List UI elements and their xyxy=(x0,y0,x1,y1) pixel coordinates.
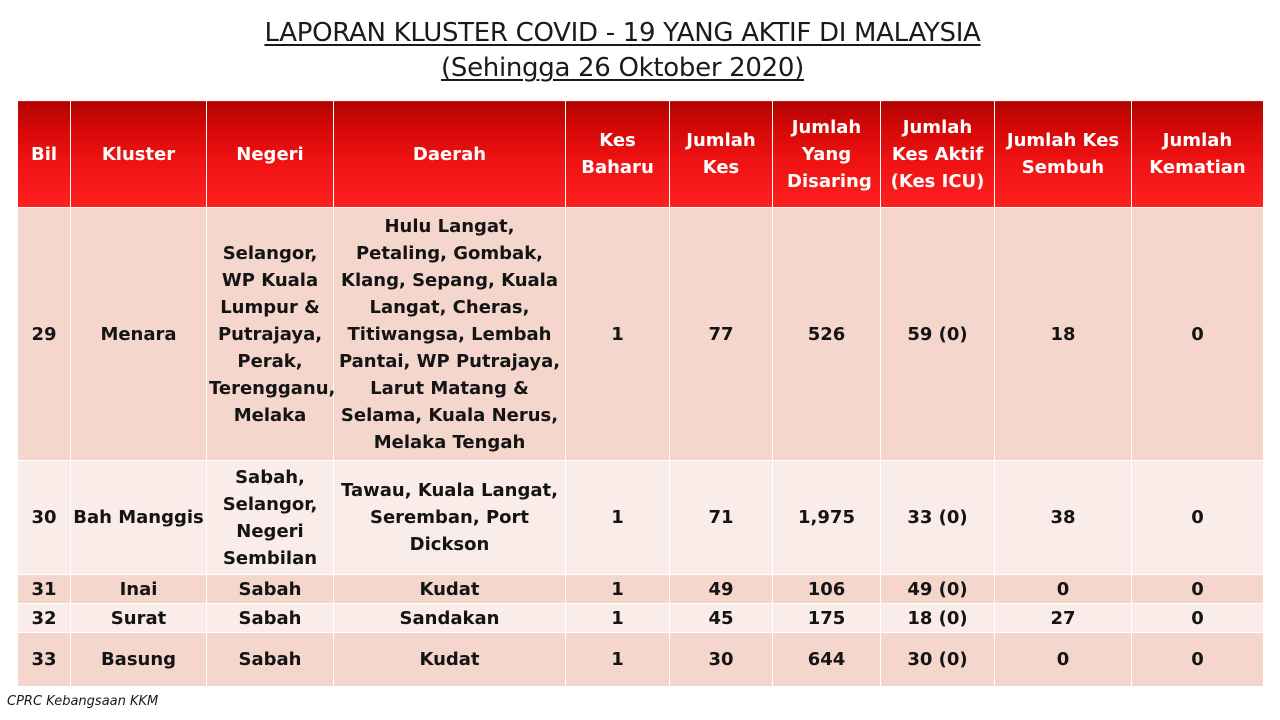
column-header: Kes Baharu xyxy=(566,101,670,208)
table-row xyxy=(18,575,1264,604)
column-header: Daerah xyxy=(334,101,566,208)
cell-kes-baharu: 1 xyxy=(566,575,670,604)
column-header: Jumlah Kes Aktif (Kes ICU) xyxy=(881,101,995,208)
cell-negeri: Sabah, Selangor, Negeri Sembilan xyxy=(207,461,334,575)
cell-negeri: Sabah xyxy=(207,633,334,687)
cell-kes-aktif: 33 (0) xyxy=(881,461,995,575)
cell-kematian: 0 xyxy=(1132,633,1264,687)
column-header: Kluster xyxy=(71,101,207,208)
cell-kes-sembuh: 38 xyxy=(995,461,1132,575)
cell-jumlah-kes: 77 xyxy=(670,208,773,461)
cell-jumlah-disaring: 175 xyxy=(773,604,881,633)
cell-kes-aktif: 18 (0) xyxy=(881,604,995,633)
table-row xyxy=(18,208,1264,461)
cell-jumlah-disaring: 106 xyxy=(773,575,881,604)
cell-daerah: Tawau, Kuala Langat, Seremban, Port Dickson xyxy=(334,461,566,575)
cell-kluster: Menara xyxy=(71,208,207,461)
cell-kes-aktif: 59 (0) xyxy=(881,208,995,461)
cell-daerah: Kudat xyxy=(334,633,566,687)
cell-negeri: Sabah xyxy=(207,575,334,604)
cell-jumlah-kes: 49 xyxy=(670,575,773,604)
cell-kes-aktif: 49 (0) xyxy=(881,575,995,604)
column-header: Jumlah Kematian xyxy=(1132,101,1264,208)
cell-kes-sembuh: 0 xyxy=(995,633,1132,687)
cell-kluster: Bah Manggis xyxy=(71,461,207,575)
cell-kes-baharu: 1 xyxy=(566,604,670,633)
column-header: Jumlah Kes xyxy=(670,101,773,208)
cell-kes-sembuh: 0 xyxy=(995,575,1132,604)
cell-bil: 32 xyxy=(18,604,71,633)
cell-kes-baharu: 1 xyxy=(566,208,670,461)
cell-daerah: Hulu Langat, Petaling, Gombak, Klang, Sepang, Kuala Langat, Cheras, Titiwangsa, Lembah Pantai, WP Putrajaya, Larut Matang & Selama, Kuala Nerus, Melaka Tengah xyxy=(334,208,566,461)
cell-daerah: Kudat xyxy=(334,575,566,604)
cell-bil: 29 xyxy=(18,208,71,461)
table-header-row xyxy=(18,101,1264,208)
cell-jumlah-kes: 45 xyxy=(670,604,773,633)
cell-kluster: Surat xyxy=(71,604,207,633)
cell-kematian: 0 xyxy=(1132,461,1264,575)
cell-kes-aktif: 30 (0) xyxy=(881,633,995,687)
cell-jumlah-disaring: 526 xyxy=(773,208,881,461)
cell-kes-sembuh: 18 xyxy=(995,208,1132,461)
cluster-table xyxy=(17,100,1264,687)
cell-jumlah-kes: 30 xyxy=(670,633,773,687)
cell-kluster: Inai xyxy=(71,575,207,604)
column-header: Jumlah Yang Disaring xyxy=(773,101,881,208)
cell-kematian: 0 xyxy=(1132,575,1264,604)
column-header: Negeri xyxy=(207,101,334,208)
column-header: Bil xyxy=(18,101,71,208)
source-footnote: CPRC Kebangsaan KKM xyxy=(7,694,159,709)
cell-bil: 33 xyxy=(18,633,71,687)
cell-kluster: Basung xyxy=(71,633,207,687)
report-title: LAPORAN KLUSTER COVID - 19 YANG AKTIF DI MALAYSIA xyxy=(264,18,981,48)
cell-kes-baharu: 1 xyxy=(566,633,670,687)
cell-jumlah-kes: 71 xyxy=(670,461,773,575)
cell-kes-sembuh: 27 xyxy=(995,604,1132,633)
column-header: Jumlah Kes Sembuh xyxy=(995,101,1132,208)
cell-negeri: Sabah xyxy=(207,604,334,633)
table-row xyxy=(18,461,1264,575)
table-row xyxy=(18,604,1264,633)
cell-jumlah-disaring: 644 xyxy=(773,633,881,687)
cell-kematian: 0 xyxy=(1132,604,1264,633)
cell-negeri: Selangor, WP Kuala Lumpur & Putrajaya, Perak, Terengganu, Melaka xyxy=(207,208,334,461)
cell-bil: 31 xyxy=(18,575,71,604)
cell-daerah: Sandakan xyxy=(334,604,566,633)
cell-bil: 30 xyxy=(18,461,71,575)
cell-jumlah-disaring: 1,975 xyxy=(773,461,881,575)
table-row xyxy=(18,633,1264,687)
cell-kematian: 0 xyxy=(1132,208,1264,461)
cell-kes-baharu: 1 xyxy=(566,461,670,575)
report-subtitle: (Sehingga 26 Oktober 2020) xyxy=(441,53,804,83)
